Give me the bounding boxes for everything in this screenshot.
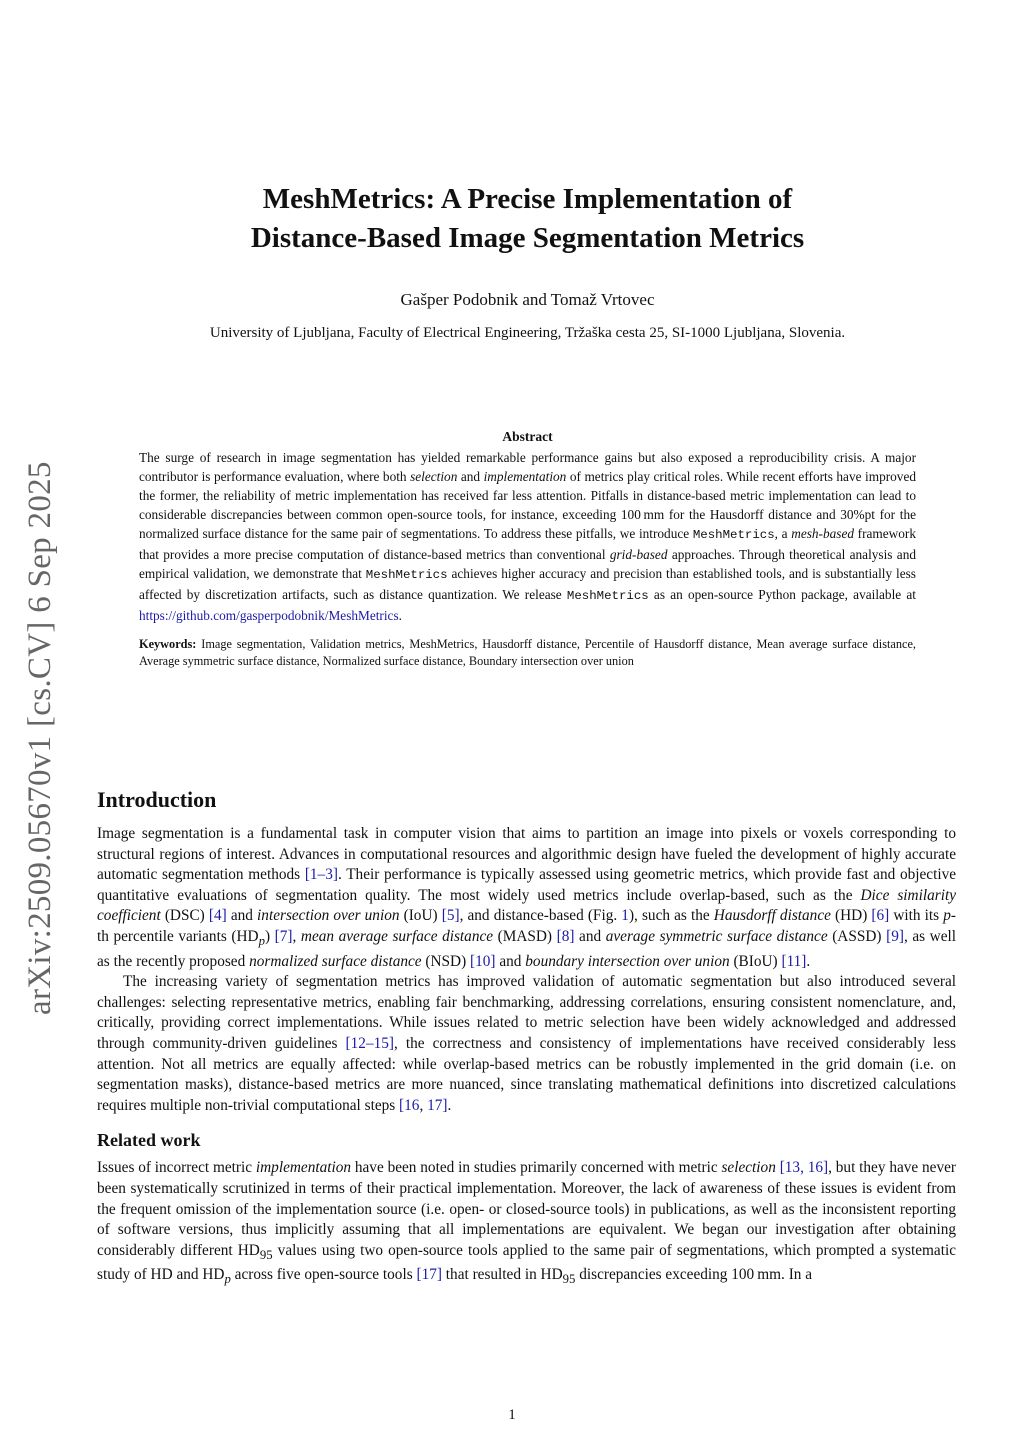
arxiv-side-label: arXiv:2509.05670v1 [cs.CV] 6 Sep 2025 [22,461,58,1015]
page-number: 1 [508,1407,516,1423]
abstract-text: The surge of research in image segmentation has yielded remarkable performance gains but also exposed a reproducibility crisis. A major contributor is performance evaluation, where both selection and implementation of metrics play critical roles. While recent efforts have improved the former, the reliability of metric implementation has received far less attention. Pitfalls in distance-based metric implementation can lead to considerable discrepancies between common open-source tools, for instance, exceeding 100 mm for the Hausdorff distance and 30%pt for the normalized surface distance for the same pair of segmentations. To address these pitfalls, we introduce MeshMetrics, a mesh-based framework that provides a more precise computation of distance-based metrics than conventional grid-based approaches. Through theoretical analysis and empirical validation, we demonstrate that MeshMetrics achieves higher accuracy and precision than established tools, and is substantially less affected by discretization artifacts, such as distance quantization. We release MeshMetrics as an open-source Python package, available at https://github.com/gasperpodobnik/MeshMetrics. [139,450,917,623]
abstract [139,427,916,669]
related-work-paragraph-1: Issues of incorrect metric implementation have been noted in studies primarily concerned with metric selection [13, 16], but they have never been systematically scrutinized in terms of their practical implementation. Moreover, the lack of awareness of these issues is evident from the frequent omission of the implementation source (i.e. open- or closed-source tools) in publications, as well as the inconsistent reporting of software versions, thus implicitly assuming that all implementations are equivalent. We began our investigation after obtaining considerably different $HD_{95}$ values using two open-source tools applied to the same pair of segmentations, which prompted a systematic study of HD and $HD_p$ across five open-source tools [17] that resulted in $HD_{95}$ discrepancies exceeding 100 mm. In a [97,1159,957,1287]
citation[interactable]: [4] [208,907,227,925]
introduction-paragraph-2: The increasing variety of segmentation metrics has improved validation of automatic segmentation but also introduced several challenges: selecting representative metrics, enabling fair benchmarking, addressing correlations, ensuring consistent nomenclature, and, critically, providing correct implementations. While issues related to metric selection have been widely acknowledged and addressed through community-driven guidelines [12–15], the correctness and consistency of implementations have received considerably less attention. Not all metrics are equally affected: while overlap-based metrics can be robustly implemented in the grid domain (i.e. on segmentation masks), distance-based metrics are more nuanced, since translating mathematical definitions into discretized calculations requires multiple non-trivial computational steps [16, 17]. [97,973,956,1114]
introduction-heading: Introduction [97,787,217,812]
github-link[interactable]: https://github.com/gasperpodobnik/MeshMetrics [139,608,399,623]
citation[interactable]: [1–3] [304,866,338,884]
citation[interactable]: [17] [416,1266,442,1284]
paper-title [100,180,955,258]
citation[interactable]: [7] [274,927,293,945]
title-line-2: Distance-Based Image Segmentation Metrics [250,222,805,254]
citation[interactable]: 17] [427,1096,448,1114]
citation[interactable]: [8] [556,927,575,945]
figure-ref[interactable]: 1 [621,907,629,925]
affiliation: University of Ljubljana, Faculty of Electrical Engineering, Tržaška cesta 25, SI-1000 Ljubljana, Slovenia. [209,325,846,341]
authors: Gašper Podobnik and Tomaž Vrtovec [400,290,655,309]
citation[interactable]: [6] [871,907,890,925]
citation[interactable]: [13, 16] [779,1159,829,1177]
citation[interactable]: [10] [470,952,496,970]
keywords [139,636,916,669]
citation[interactable]: [5] [441,907,460,925]
introduction-paragraph-1: Image segmentation is a fundamental task in computer vision that aims to partition an image into pixels or voxels corresponding to structural regions of interest. Advances in computational resources and algorithmic design have fueled the development of highly accurate automatic segmentation methods [1–3]. Their performance is typically assessed using geometric metrics, which provide fast and objective quantitative evaluations of segmentation quality. The most widely used metrics include overlap-based, such as the Dice similarity coefficient (DSC) [4] and intersection over union (IoU) [5], and distance-based (Fig. 1), such as the Hausdorff distance (HD) [6] with its p-th percentile variants $(HD_p)$ [7], mean average surface distance (MASD) [8] and average symmetric surface distance (ASSD) [9], as well as the recently proposed normalized surface distance (NSD) [10] and boundary intersection over union (BIoU) [11]. [97,825,957,970]
related-work-heading: Related work [97,1130,201,1151]
body [97,786,956,1290]
title-line-1: MeshMetrics: A Precise Implementation of [262,183,793,215]
keywords-text: Image segmentation, Validation metrics, MeshMetrics, Hausdorff distance, Percentile of Hausdorff distance, Mean average surface distance, Average symmetric surface distance, Normalized surface distance, Boundary intersection over union [139,637,916,668]
citation[interactable]: [9] [886,927,904,945]
citation[interactable]: [16 [399,1096,420,1114]
abstract-heading: Abstract [502,429,553,444]
keywords-label: Keywords: [139,637,197,651]
citation[interactable]: [11] [781,952,807,970]
citation[interactable]: [12–15] [345,1034,394,1052]
